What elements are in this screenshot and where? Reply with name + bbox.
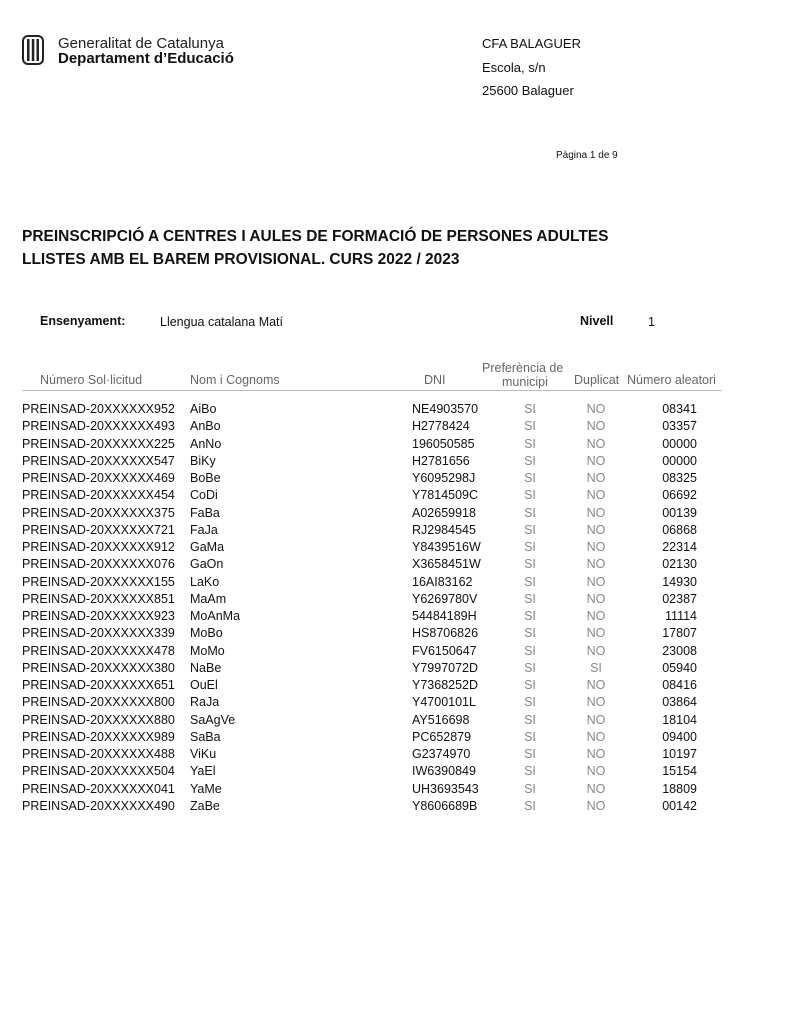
table-row [0, 695, 791, 712]
cell-dni: Y7368252D [412, 678, 479, 692]
cell-rand: 00000 [662, 436, 697, 451]
cell-dni: G2374970 [412, 747, 471, 761]
cell-pref: SI [524, 505, 536, 520]
table-row [0, 644, 791, 661]
cell-name: GaOn [190, 557, 224, 572]
cell-pref: SI [524, 764, 536, 779]
cell-dup: NO [586, 747, 606, 761]
cell-dup: NO [586, 798, 606, 813]
table-row [0, 747, 791, 764]
cell-pref: SI [524, 419, 536, 434]
cell-dup: NO [586, 764, 606, 779]
col-header-dup: Duplicat [574, 373, 620, 387]
cell-dup: NO [586, 781, 606, 796]
cell-num: PREINSAD-20XXXXXX041 [22, 781, 175, 796]
cell-dni: HS8706826 [412, 626, 479, 641]
ensenyament-value: Llengua catalana Matí [160, 315, 284, 329]
cell-name: AnNo [190, 436, 222, 451]
cell-dni: 196050585 [412, 436, 475, 451]
cell-dup: NO [586, 522, 606, 537]
cell-rand: 17807 [662, 626, 697, 641]
cell-num: PREINSAD-20XXXXXX989 [22, 729, 175, 744]
cell-dni: Y8439516W [412, 540, 481, 554]
cell-pref: SI [524, 488, 536, 503]
table-row [0, 471, 791, 488]
cell-rand: 08341 [662, 402, 697, 416]
col-header-pref2: municipi [502, 375, 548, 389]
cell-name: AnBo [190, 419, 221, 434]
cell-pref: SI [524, 402, 536, 416]
col-header-rand: Número aleatori [627, 373, 716, 387]
table-row [0, 557, 791, 574]
col-header-pref: Preferència de [482, 361, 564, 375]
table-row [0, 540, 791, 557]
cell-dni: Y7997072D [412, 660, 479, 675]
table-row [0, 730, 791, 747]
cell-dup: SI [590, 660, 602, 675]
cell-rand: 09400 [662, 729, 697, 744]
cell-dni: H2778424 [412, 419, 470, 434]
cell-pref: SI [524, 798, 536, 813]
table-row [0, 678, 791, 695]
cell-num: PREINSAD-20XXXXXX923 [22, 609, 175, 623]
cell-num: PREINSAD-20XXXXXX800 [22, 695, 175, 710]
cell-pref: SI [524, 781, 536, 796]
cell-num: PREINSAD-20XXXXXX155 [22, 574, 175, 589]
nivell-label: Nivell [580, 314, 614, 328]
table-row [0, 661, 791, 678]
table-row [0, 488, 791, 505]
cell-name: LaKo [190, 574, 220, 589]
cell-dni: 54484189H [412, 609, 477, 623]
cell-rand: 08325 [662, 471, 697, 485]
cell-dni: Y4700101L [412, 695, 476, 710]
cell-dni: Y6095298J [412, 471, 476, 485]
col-header-num: Número Sol·licitud [40, 373, 143, 387]
cell-name: FaBa [190, 505, 220, 520]
cell-pref: SI [524, 609, 536, 623]
cell-name: MoBo [190, 626, 223, 641]
cell-dni: FV6150647 [412, 643, 477, 658]
cell-name: SaAgVe [190, 712, 236, 727]
cell-num: PREINSAD-20XXXXXX380 [22, 660, 175, 675]
cell-pref: SI [524, 747, 536, 761]
cell-num: PREINSAD-20XXXXXX375 [22, 505, 175, 520]
cell-pref: SI [524, 471, 536, 485]
cell-pref: SI [524, 660, 536, 675]
cell-pref: SI [524, 729, 536, 744]
cell-dup: NO [586, 471, 606, 485]
cell-dup: NO [586, 609, 606, 623]
table-row [0, 713, 791, 730]
cell-dni: 16AI83162 [412, 574, 473, 589]
cell-num: PREINSAD-20XXXXXX490 [22, 798, 175, 813]
cell-dup: NO [586, 626, 606, 641]
cell-name: RaJa [190, 695, 220, 710]
cell-rand: 06868 [662, 522, 697, 537]
cell-pref: SI [524, 695, 536, 710]
cell-dup: NO [586, 695, 606, 710]
table-row [0, 523, 791, 540]
cell-name: BoBe [190, 471, 221, 485]
cell-num: PREINSAD-20XXXXXX547 [22, 453, 175, 468]
cell-num: PREINSAD-20XXXXXX721 [22, 522, 175, 537]
logo-line2: Departament d’Educació [58, 50, 234, 67]
cell-name: ZaBe [190, 798, 220, 813]
cell-name: SaBa [190, 729, 221, 744]
cell-num: PREINSAD-20XXXXXX504 [22, 764, 175, 779]
cell-rand: 18104 [662, 712, 697, 727]
cell-dup: NO [586, 712, 606, 727]
table-row [0, 419, 791, 436]
cell-num: PREINSAD-20XXXXXX339 [22, 626, 175, 641]
cell-name: YaEl [190, 764, 216, 779]
cell-dni: Y8606689B [412, 798, 478, 813]
cell-dup: NO [586, 436, 606, 451]
table-row [0, 764, 791, 781]
cell-rand: 11114 [665, 609, 697, 623]
cell-dni: X3658451W [412, 557, 481, 572]
cell-rand: 08416 [662, 678, 697, 692]
cell-num: PREINSAD-20XXXXXX952 [22, 402, 175, 416]
cell-rand: 03357 [662, 419, 697, 434]
cell-pref: SI [524, 678, 536, 692]
cell-dup: NO [586, 557, 606, 572]
nivell-value: 1 [648, 315, 655, 329]
table-row [0, 626, 791, 643]
table-row [0, 609, 791, 626]
cell-name: MaAm [190, 591, 227, 606]
cell-num: PREINSAD-20XXXXXX488 [22, 747, 175, 761]
cell-dni: IW6390849 [412, 764, 476, 779]
cell-dni: AY516698 [412, 712, 470, 727]
center-city: 25600 Balaguer [482, 83, 574, 98]
cell-rand: 23008 [662, 643, 697, 658]
generalitat-logo-icon [22, 35, 44, 65]
cell-dni: H2781656 [412, 453, 470, 468]
logo-line1: Generalitat de Catalunya [58, 35, 224, 52]
cell-name: CoDi [190, 488, 218, 503]
cell-dni: Y6269780V [412, 591, 478, 606]
cell-rand: 00139 [662, 505, 697, 520]
cell-dup: NO [586, 643, 606, 658]
cell-pref: SI [524, 643, 536, 658]
cell-dup: NO [586, 729, 606, 744]
cell-name: OuEl [190, 678, 218, 692]
cell-dup: NO [586, 419, 606, 434]
cell-dup: NO [586, 402, 606, 416]
header-divider [22, 390, 722, 391]
cell-rand: 00142 [662, 798, 697, 813]
cell-name: MoAnMa [190, 609, 241, 623]
cell-pref: SI [524, 574, 536, 589]
cell-rand: 00000 [662, 453, 697, 468]
cell-num: PREINSAD-20XXXXXX880 [22, 712, 175, 727]
cell-dup: NO [586, 488, 606, 503]
cell-dni: Y7814509C [412, 488, 479, 503]
ensenyament-label: Ensenyament: [40, 314, 126, 328]
table-row [0, 506, 791, 523]
cell-dup: NO [586, 591, 606, 606]
table-row [0, 437, 791, 454]
table-row [0, 454, 791, 471]
cell-dup: NO [586, 574, 606, 589]
cell-num: PREINSAD-20XXXXXX851 [22, 591, 175, 606]
col-header-dni: DNI [424, 373, 446, 387]
table-row [0, 782, 791, 799]
cell-pref: SI [524, 591, 536, 606]
cell-num: PREINSAD-20XXXXXX454 [22, 488, 175, 503]
cell-pref: SI [524, 522, 536, 537]
cell-name: NaBe [190, 660, 222, 675]
table-row [0, 799, 791, 816]
cell-pref: SI [524, 453, 536, 468]
cell-num: PREINSAD-20XXXXXX651 [22, 678, 175, 692]
cell-rand: 02387 [662, 591, 697, 606]
cell-num: PREINSAD-20XXXXXX478 [22, 643, 175, 658]
cell-name: FaJa [190, 522, 218, 537]
cell-dup: NO [586, 505, 606, 520]
cell-dup: NO [586, 453, 606, 468]
table-row [0, 592, 791, 609]
cell-pref: SI [524, 436, 536, 451]
cell-rand: 18809 [662, 781, 697, 796]
cell-name: BiKy [190, 453, 216, 468]
cell-name: YaMe [190, 781, 222, 796]
cell-rand: 02130 [662, 557, 697, 572]
cell-num: PREINSAD-20XXXXXX469 [22, 471, 175, 485]
page-title-line1: PREINSCRIPCIÓ A CENTRES I AULES DE FORMACIÓ DE PERSONES ADULTES [22, 228, 609, 245]
center-name: CFA BALAGUER [482, 36, 581, 51]
cell-name: ViKu [190, 747, 217, 761]
cell-rand: 22314 [662, 540, 697, 554]
page-number: Pàgina 1 de 9 [556, 150, 618, 161]
cell-pref: SI [524, 712, 536, 727]
cell-dni: NE4903570 [412, 402, 479, 416]
cell-pref: SI [524, 540, 536, 554]
cell-rand: 03864 [662, 695, 697, 710]
cell-rand: 05940 [662, 660, 697, 675]
cell-dni: UH3693543 [412, 781, 479, 796]
cell-num: PREINSAD-20XXXXXX493 [22, 419, 175, 434]
cell-dni: RJ2984545 [412, 522, 476, 537]
cell-num: PREINSAD-20XXXXXX912 [22, 540, 175, 554]
cell-dup: NO [586, 678, 606, 692]
cell-num: PREINSAD-20XXXXXX225 [22, 436, 175, 451]
cell-num: PREINSAD-20XXXXXX076 [22, 557, 175, 572]
cell-name: MoMo [190, 643, 225, 658]
cell-pref: SI [524, 626, 536, 641]
center-address: Escola, s/n [482, 60, 546, 75]
table-row [0, 402, 791, 419]
cell-dni: A02659918 [412, 505, 476, 520]
table-row [0, 575, 791, 592]
cell-rand: 10197 [662, 747, 697, 761]
cell-name: GaMa [190, 540, 225, 554]
cell-rand: 14930 [662, 574, 697, 589]
cell-rand: 06692 [662, 488, 697, 503]
cell-dup: NO [586, 540, 606, 554]
cell-name: AiBo [190, 402, 217, 416]
cell-pref: SI [524, 557, 536, 572]
cell-rand: 15154 [662, 764, 697, 779]
cell-dni: PC652879 [412, 729, 472, 744]
col-header-name: Nom i Cognoms [190, 373, 280, 387]
page-title-line2: LLISTES AMB EL BAREM PROVISIONAL. CURS 2022 / 2023 [22, 251, 460, 268]
